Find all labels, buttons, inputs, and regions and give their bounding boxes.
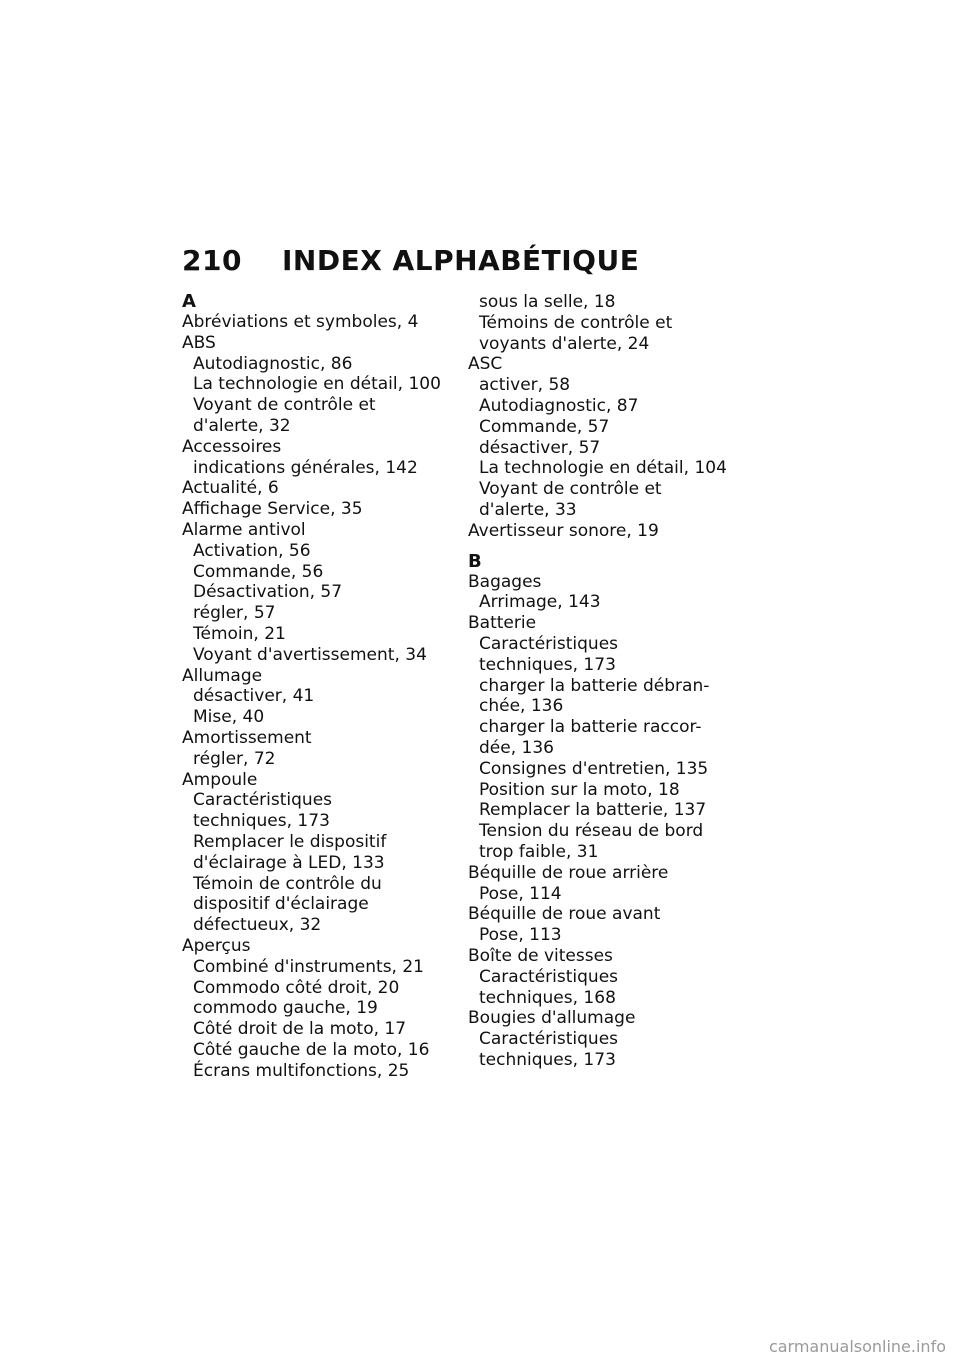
index-subentry: Caractéristiques xyxy=(193,790,333,811)
index-subentry: Désactivation, 57 xyxy=(193,582,343,603)
index-subentry: techniques, 168 xyxy=(479,987,616,1008)
index-subentry: désactiver, 57 xyxy=(479,437,601,458)
index-entry: Aperçus xyxy=(182,935,251,956)
index-subentry: Écrans multifonctions, 25 xyxy=(193,1060,410,1081)
index-subentry: Côté gauche de la moto, 16 xyxy=(193,1039,430,1060)
index-subentry: Autodiagnostic, 86 xyxy=(193,353,353,374)
index-subentry: techniques, 173 xyxy=(193,811,330,832)
index-subentry: voyants d'alerte, 24 xyxy=(479,333,650,354)
index-subentry: désactiver, 41 xyxy=(193,686,315,707)
index-subentry: Commodo côté droit, 20 xyxy=(193,977,400,998)
page-header xyxy=(182,244,639,277)
index-subentry: Autodiagnostic, 87 xyxy=(479,395,639,416)
index-entry: Affichage Service, 35 xyxy=(182,499,363,520)
index-entry: Béquille de roue arrière xyxy=(468,862,669,883)
index-subentry: Voyant de contrôle et xyxy=(193,395,376,416)
index-subentry: indications générales, 142 xyxy=(193,457,418,478)
index-subentry: Activation, 56 xyxy=(193,540,311,561)
index-subentry: sous la selle, 18 xyxy=(479,292,616,312)
index-subentry: Caractéristiques xyxy=(479,966,619,987)
page-number: 210 xyxy=(182,244,242,277)
index-entry: Amortissement xyxy=(182,727,312,748)
index-entry: ASC xyxy=(468,354,503,375)
index-subentry: Caractéristiques xyxy=(479,1029,619,1050)
watermark: carmanualsonline.info xyxy=(768,1337,946,1356)
index-subentry: Tension du réseau de bord xyxy=(479,821,704,842)
index-subentry: d'alerte, 32 xyxy=(193,415,291,436)
index-subentry: Commande, 56 xyxy=(193,561,324,582)
index-subentry: techniques, 173 xyxy=(479,654,616,675)
index-subentry: Commande, 57 xyxy=(479,416,610,437)
index-entry: Abréviations et symboles, 4 xyxy=(182,312,419,332)
index-subentry: Pose, 114 xyxy=(479,883,562,904)
index-entry: Accessoires xyxy=(182,436,282,457)
index-subentry: La technologie en détail, 100 xyxy=(193,374,441,395)
index-entry: Actualité, 6 xyxy=(182,478,279,499)
index-subentry: défectueux, 32 xyxy=(193,915,322,936)
index-subentry: Témoin, 21 xyxy=(193,623,286,644)
index-subentry: Voyant d'avertissement, 34 xyxy=(193,644,427,665)
index-subentry: régler, 57 xyxy=(193,603,276,624)
index-subentry: d'éclairage à LED, 133 xyxy=(193,852,385,873)
index-subentry: Consignes d'entretien, 135 xyxy=(479,758,709,779)
index-column-right xyxy=(468,292,758,1071)
index-subentry: activer, 58 xyxy=(479,375,571,396)
index-column-left xyxy=(182,292,472,1081)
index-subentry: La technologie en détail, 104 xyxy=(479,458,727,479)
index-subentry: Position sur la moto, 18 xyxy=(479,779,680,800)
index-entry: Batterie xyxy=(468,613,537,634)
index-subentry: Caractéristiques xyxy=(479,633,619,654)
index-subentry: commodo gauche, 19 xyxy=(193,998,378,1019)
index-entry: Alarme antivol xyxy=(182,519,306,540)
index-subentry: Arrimage, 143 xyxy=(479,592,601,613)
index-entry: Avertisseur sonore, 19 xyxy=(468,520,659,541)
index-entry: Bougies d'allumage xyxy=(468,1008,636,1029)
index-letter-heading: A xyxy=(182,291,196,312)
index-subentry: trop faible, 31 xyxy=(479,841,599,862)
index-entry: Allumage xyxy=(182,665,263,686)
index-entry: Ampoule xyxy=(182,769,258,790)
index-subentry: dispositif d'éclairage xyxy=(193,894,369,915)
index-subentry: Côté droit de la moto, 17 xyxy=(193,1019,407,1040)
index-subentry: dée, 136 xyxy=(479,737,554,758)
index-subentry: Remplacer la batterie, 137 xyxy=(479,800,707,821)
index-entry: Boîte de vitesses xyxy=(468,945,613,966)
index-entry: Bagages xyxy=(468,571,542,592)
index-entry: Béquille de roue avant xyxy=(468,904,661,925)
index-subentry: techniques, 173 xyxy=(479,1049,616,1070)
index-subentry: régler, 72 xyxy=(193,748,276,769)
index-entry: ABS xyxy=(182,332,216,353)
index-subentry: Témoin de contrôle du xyxy=(193,873,382,894)
index-letter-heading: B xyxy=(468,550,482,572)
index-subentry: charger la batterie débran- xyxy=(479,675,710,696)
index-subentry: Remplacer le dispositif xyxy=(193,831,387,852)
index-subentry: Voyant de contrôle et xyxy=(479,479,662,500)
index-subentry: charger la batterie raccor- xyxy=(479,717,702,738)
index-subentry: Mise, 40 xyxy=(193,707,265,728)
page-title: INDEX ALPHABÉTIQUE xyxy=(282,244,640,277)
index-subentry: chée, 136 xyxy=(479,696,564,717)
index-subentry: Pose, 113 xyxy=(479,925,562,946)
index-subentry: Combiné d'instruments, 21 xyxy=(193,956,424,977)
index-subentry: d'alerte, 33 xyxy=(479,499,577,520)
index-subentry: Témoins de contrôle et xyxy=(479,312,673,333)
